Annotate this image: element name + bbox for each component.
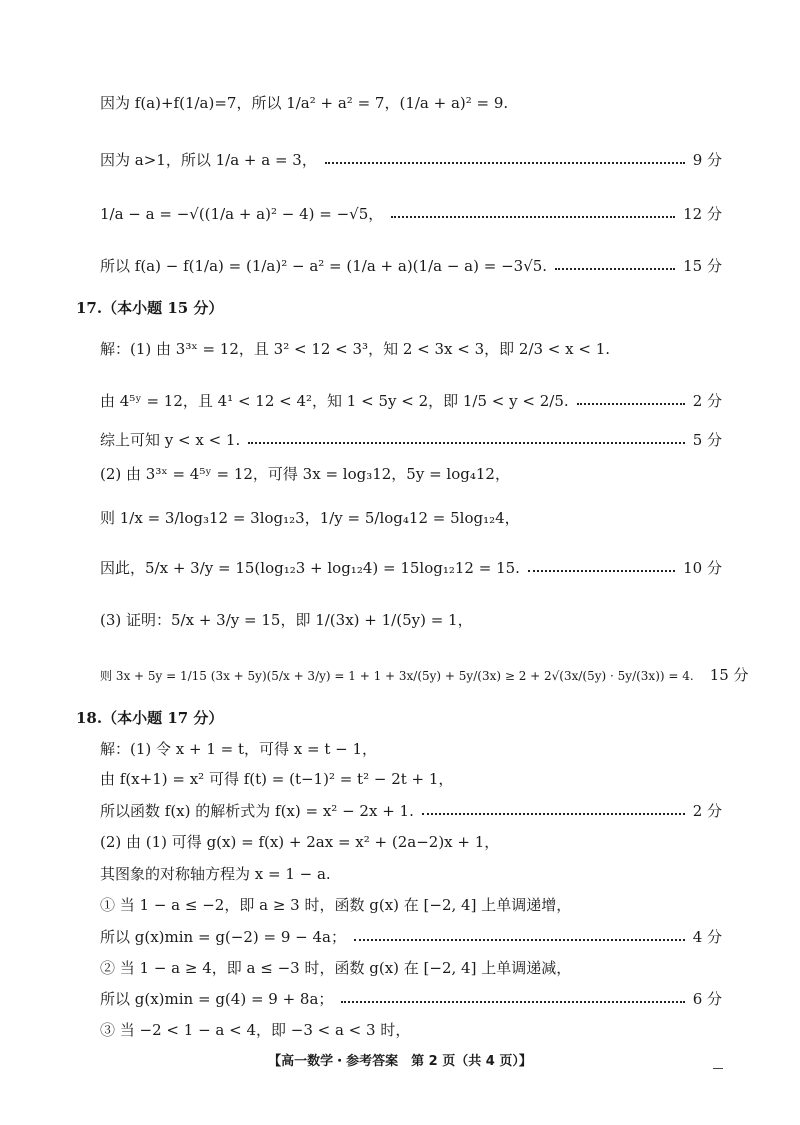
line-21-text: ② 当 1 − a ≥ 4，即 a ≤ −3 时，函数 g(x) 在 [−2, 4] 上单调递减， [100, 959, 572, 977]
line-16 [100, 804, 722, 819]
leader-dots [325, 162, 685, 164]
line-10-text: 因此，5/x + 3/y = 15(log₁₂3 + log₁₂4) = 15log₁₂12 = 15. [100, 559, 520, 577]
line-11 [100, 613, 722, 628]
line-16-text: 所以函数 f(x) 的解析式为 f(x) = x² − 2x + 1. [100, 802, 414, 820]
line-9 [100, 511, 722, 526]
line-20 [100, 930, 722, 945]
leader-dots [422, 813, 685, 815]
line-22-text: 所以 g(x)min = g(4) = 9 + 8a； [100, 990, 334, 1008]
line-12-text: 则 3x + 5y = 1/15 (3x + 5y)(5/x + 3/y) = 1 + 1 + 3x/(5y) + 5y/(3x) ≥ 2 + 2√(3x/(5y) · 5y/(3x)) = 4. [100, 668, 694, 683]
leader-dots [555, 268, 675, 270]
line-5 [100, 342, 722, 357]
line-14-text: 解：(1) 令 x + 1 = t，可得 x = t − 1， [100, 740, 378, 758]
line-2-text: 1/a − a = −√((1/a + a)² − 4) = −√5， [100, 205, 384, 223]
question-18-heading [76, 711, 722, 726]
line-0-text: 因为 f(a)+f(1/a)=7，所以 1/a² + a² = 7，(1/a + a)² = 9. [100, 94, 509, 112]
line-10-score: 10 分 [683, 559, 722, 577]
line-12 [100, 666, 749, 684]
line-15-text: 由 f(x+1) = x² 可得 f(t) = (t−1)² = t² − 2t + 1， [100, 770, 454, 788]
line-1 [100, 153, 722, 168]
line-1-score: 9 分 [692, 151, 722, 169]
line-21 [100, 961, 722, 976]
line-20-score: 4 分 [692, 928, 722, 946]
line-3-text: 所以 f(a) − f(1/a) = (1/a)² − a² = (1/a + a)(1/a − a) = −3√5. [100, 257, 548, 275]
line-7 [100, 433, 722, 448]
line-9-text: 则 1/x = 3/log₃12 = 3log₁₂3，1/y = 5/log₄12 = 5log₁₂4， [100, 509, 520, 527]
line-7-text: 综上可知 y < x < 1. [100, 431, 241, 449]
leader-dots [528, 570, 675, 572]
line-2-score: 12 分 [683, 205, 722, 223]
line-8-text: (2) 由 3³ˣ = 4⁵ʸ = 12，可得 3x = log₃12，5y = log₄12， [100, 465, 510, 483]
line-19-text: ① 当 1 − a ≤ −2，即 a ≥ 3 时，函数 g(x) 在 [−2, 4] 上单调递增， [100, 896, 572, 914]
line-10 [100, 561, 722, 576]
leader-dots [341, 1001, 684, 1003]
line-13-text: 18.（本小题 17 分） [76, 709, 224, 727]
line-22 [100, 992, 722, 1007]
question-17-heading [76, 301, 722, 316]
line-15 [100, 772, 722, 787]
line-8 [100, 467, 722, 482]
line-19 [100, 898, 722, 913]
line-4-text: 17.（本小题 15 分） [76, 299, 224, 317]
leader-dots [354, 939, 685, 941]
line-22-score: 6 分 [692, 990, 722, 1008]
page-footer: 【高一数学・参考答案 第 2 页（共 4 页）】 [268, 1054, 532, 1069]
line-0 [100, 96, 722, 111]
leader-dots [248, 442, 684, 444]
line-11-text: (3) 证明：5/x + 3/y = 15，即 1/(3x) + 1/(5y) = 1， [100, 611, 473, 629]
leader-dots [391, 216, 675, 218]
line-18-text: 其图象的对称轴方程为 x = 1 − a. [100, 865, 331, 883]
line-23 [100, 1023, 722, 1038]
line-7-score: 5 分 [692, 431, 722, 449]
line-23-text: ③ 当 −2 < 1 − a < 4，即 −3 < a < 3 时， [100, 1021, 411, 1039]
line-18 [100, 867, 722, 882]
leader-dots [577, 403, 685, 405]
line-6 [100, 394, 722, 409]
line-17-text: (2) 由 (1) 可得 g(x) = f(x) + 2ax = x² + (2a−2)x + 1， [100, 833, 500, 851]
line-14 [100, 742, 722, 757]
line-12-score: 15 分 [709, 666, 749, 684]
line-3 [100, 259, 722, 274]
corner-mark [713, 1068, 723, 1069]
line-20-text: 所以 g(x)min = g(−2) = 9 − 4a； [100, 928, 346, 946]
line-17 [100, 835, 722, 850]
line-6-score: 2 分 [692, 392, 722, 410]
line-2 [100, 207, 722, 222]
line-16-score: 2 分 [692, 802, 722, 820]
line-5-text: 解：(1) 由 3³ˣ = 12，且 3² < 12 < 3³，知 2 < 3x < 3，即 2/3 < x < 1. [100, 340, 611, 358]
line-1-text: 因为 a>1，所以 1/a + a = 3， [100, 151, 317, 169]
line-6-text: 由 4⁵ʸ = 12，且 4¹ < 12 < 4²，知 1 < 5y < 2，即 1/5 < y < 2/5. [100, 392, 569, 410]
line-3-score: 15 分 [683, 257, 722, 275]
